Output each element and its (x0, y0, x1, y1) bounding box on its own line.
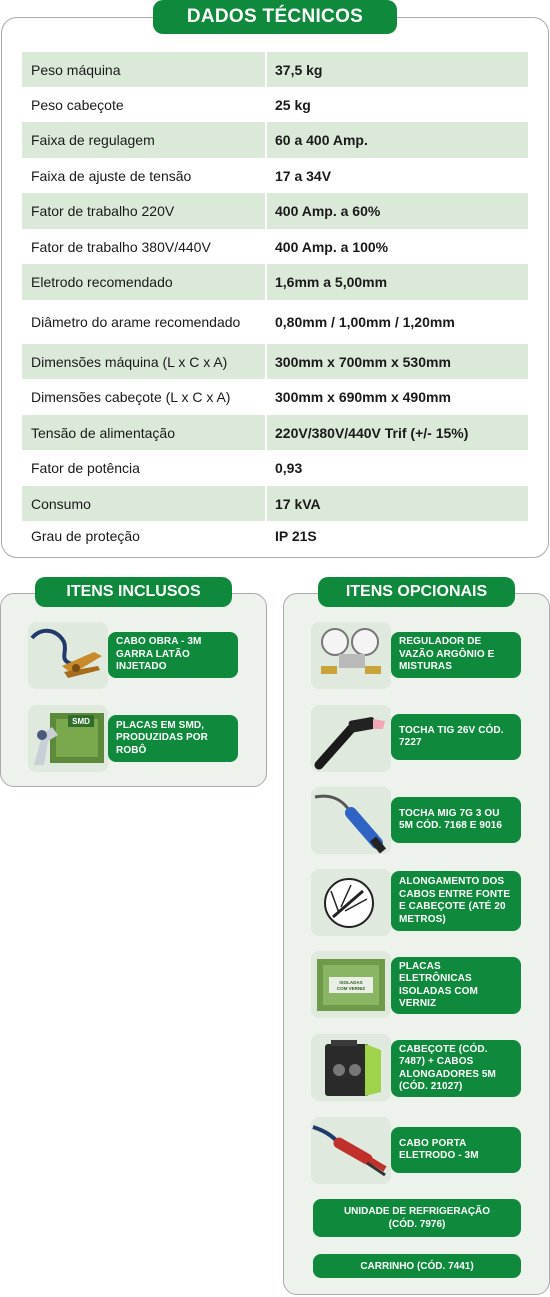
spec-label: Fator de trabalho 220V (22, 193, 266, 229)
table-row (22, 158, 528, 193)
svg-text:COM VERNIZ: COM VERNIZ (336, 986, 366, 991)
optional-item-label: TOCHA TIG 26V CÓD. 7227 (391, 714, 521, 760)
optional-item-label: ALONGAMENTO DOS CABOS ENTRE FONTE E CABEÇOTE (ATÉ 20 METROS) (391, 871, 521, 931)
electrode-holder-icon (311, 1117, 391, 1184)
wire-feeder-icon (311, 1034, 391, 1101)
table-row (22, 521, 528, 550)
spec-value: 1,6mm a 5,00mm (266, 264, 528, 300)
specs-table (22, 52, 528, 550)
spec-label: Tensão de alimentação (22, 415, 266, 450)
spec-label: Diâmetro do arame recomendado (22, 300, 266, 344)
spec-value: 400 Amp. a 100% (275, 238, 389, 255)
included-item-label: CABO OBRA - 3M GARRA LATÃO INJETADO (108, 632, 238, 678)
spec-label: Peso cabeçote (22, 87, 266, 122)
table-row (22, 122, 528, 158)
table-row (22, 415, 528, 450)
spec-label: Dimensões máquina (L x C x A) (22, 344, 266, 379)
spec-value: 220V/380V/440V Trif (+/- 15%) (266, 415, 528, 450)
spec-value: 25 kg (275, 96, 311, 113)
table-row (22, 229, 528, 264)
optional-title: ITENS OPCIONAIS (318, 577, 515, 607)
cable-extension-icon (311, 869, 391, 936)
varnished-board-icon (311, 951, 391, 1018)
spec-label: Fator de trabalho 380V/440V (22, 229, 266, 264)
spec-label: Eletrodo recomendado (22, 264, 266, 300)
svg-text:ISOLADAS: ISOLADAS (339, 980, 363, 985)
spec-value: 60 a 400 Amp. (266, 122, 528, 158)
mig-torch-icon (311, 787, 391, 854)
optional-extra-label: CARRINHO (CÓD. 7441) (313, 1254, 521, 1278)
table-row (22, 344, 528, 379)
spec-label: Consumo (22, 486, 266, 521)
spec-label: Peso máquina (22, 52, 266, 87)
optional-item-label: CABEÇOTE (CÓD. 7487) + CABOS ALONGADORES 5M (CÓD. 21027) (391, 1040, 521, 1097)
included-title: ITENS INCLUSOS (35, 577, 232, 607)
included-item-label: PLACAS EM SMD, PRODUZIDAS POR ROBÔ (108, 715, 238, 762)
spec-value: 0,93 (275, 460, 303, 476)
optional-item-label: CABO PORTA ELETRODO - 3M (391, 1127, 521, 1173)
table-row (22, 193, 528, 229)
tig-torch-icon (311, 705, 391, 772)
table-row (22, 87, 528, 122)
table-row (22, 52, 528, 87)
optional-item-label: REGULADOR DE VAZÃO ARGÔNIO E MISTURAS (391, 632, 521, 678)
spec-value: 17 a 34V (275, 167, 332, 184)
ground-clamp-icon (28, 622, 108, 689)
spec-value: 37,5 kg (266, 52, 528, 87)
optional-item-label: PLACAS ELETRÔNICAS ISOLADAS COM VERNIZ (391, 957, 521, 1014)
spec-label: Fator de potência (22, 450, 266, 486)
spec-value: 300mm x 690mm x 490mm (275, 389, 451, 405)
smd-badge: SMD (72, 717, 90, 726)
specs-title: DADOS TÉCNICOS (153, 0, 397, 34)
optional-item-label: TOCHA MIG 7G 3 OU 5M CÓD. 7168 E 9016 (391, 797, 521, 843)
spec-value: 300mm x 700mm x 530mm (266, 344, 528, 379)
gas-regulator-icon (311, 622, 391, 689)
spec-label: Grau de proteção (22, 521, 266, 550)
spec-value: 400 Amp. a 60% (266, 193, 528, 229)
spec-value: 17 kVA (266, 486, 528, 521)
spec-label: Faixa de regulagem (22, 122, 266, 158)
optional-panel (283, 593, 550, 1295)
optional-extra-label: UNIDADE DE REFRIGERAÇÃO (CÓD. 7976) (313, 1199, 521, 1237)
table-row (22, 300, 528, 344)
spec-value: IP 21S (275, 527, 317, 544)
smd-robot-icon (28, 705, 108, 772)
spec-label: Faixa de ajuste de tensão (22, 158, 266, 193)
table-row (22, 379, 528, 415)
spec-value: 0,80mm / 1,00mm / 1,20mm (275, 314, 455, 330)
spec-label: Dimensões cabeçote (L x C x A) (22, 379, 266, 415)
table-row (22, 486, 528, 521)
table-row (22, 264, 528, 300)
table-row (22, 450, 528, 486)
